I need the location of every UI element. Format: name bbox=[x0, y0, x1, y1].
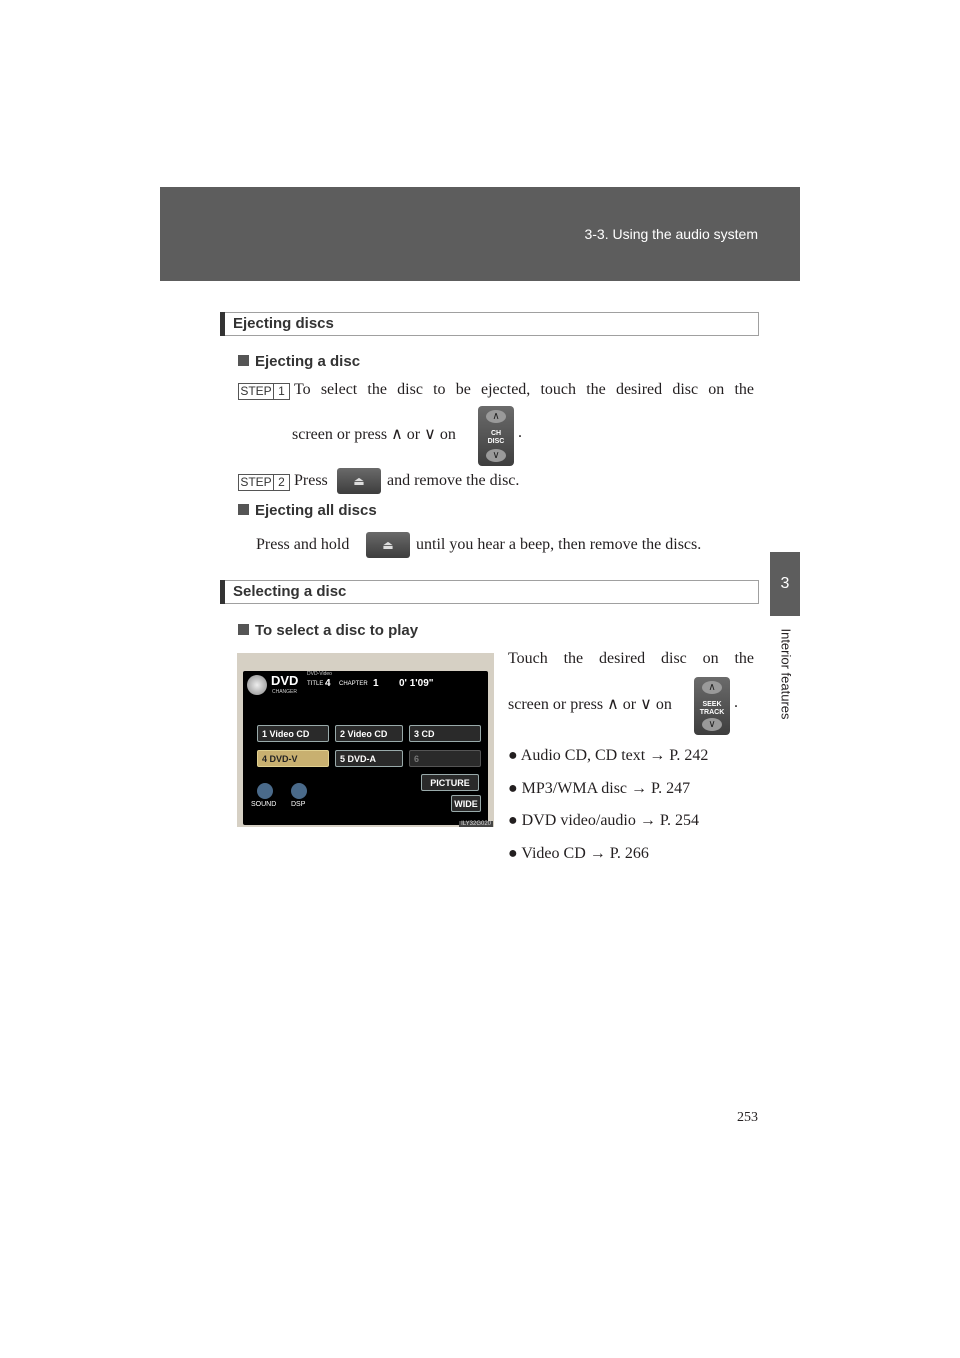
screen-display bbox=[243, 671, 488, 825]
list-item: ● Video CD → P. 266 bbox=[508, 845, 649, 862]
step-badge-2: STEP 2 bbox=[238, 474, 290, 491]
step2-press: Press bbox=[294, 472, 328, 489]
select-text: Touch the desired disc on the bbox=[508, 650, 754, 667]
sound-icon[interactable] bbox=[257, 783, 273, 799]
list-item: ● MP3/WMA disc → P. 247 bbox=[508, 780, 691, 797]
disc-button-6[interactable]: 6 bbox=[409, 750, 481, 767]
subheading-eject-one: Ejecting a disc bbox=[238, 353, 360, 370]
dvd-changer-screen bbox=[237, 653, 494, 827]
seek-track-label: SEEK TRACK bbox=[699, 701, 725, 716]
disc-button-5[interactable]: 5 DVD-A bbox=[335, 750, 403, 767]
chapter-value: 1 bbox=[373, 678, 379, 689]
section-heading-selecting bbox=[220, 580, 759, 604]
dsp-icon[interactable] bbox=[291, 783, 307, 799]
heading-text: Ejecting discs bbox=[233, 315, 334, 332]
list-item: ● Audio CD, CD text → P. 242 bbox=[508, 747, 709, 764]
subheading-select: To select a disc to play bbox=[238, 622, 418, 639]
ch-disc-button[interactable] bbox=[478, 406, 514, 466]
step2-text: and remove the disc. bbox=[387, 472, 520, 489]
arrow-down-icon: ∨ bbox=[486, 449, 506, 462]
disc-icon bbox=[247, 675, 267, 695]
square-bullet-icon bbox=[238, 624, 249, 635]
square-bullet-icon bbox=[238, 355, 249, 366]
dvd-logo: DVD bbox=[271, 673, 299, 688]
select-period: . bbox=[734, 694, 738, 711]
chapter-label: Interior features bbox=[778, 628, 794, 720]
step1-text-line2: screen or press ∧ or ∨ on bbox=[292, 426, 456, 443]
arrow-down-icon: ∨ bbox=[702, 718, 722, 731]
section-heading-ejecting bbox=[220, 312, 759, 336]
section-title: 3-3. Using the audio system bbox=[584, 226, 758, 242]
seek-track-button[interactable] bbox=[694, 677, 730, 735]
chapter-tab: 3 bbox=[770, 552, 800, 616]
heading-bar bbox=[220, 580, 225, 604]
disc-button-4[interactable]: 4 DVD-V bbox=[257, 750, 329, 767]
disc-button-1[interactable]: 1 Video CD bbox=[257, 725, 329, 742]
page-number: 253 bbox=[737, 1110, 758, 1125]
wide-button[interactable]: WIDE bbox=[451, 795, 481, 812]
heading-bar bbox=[220, 312, 225, 336]
title-label: TITLE bbox=[307, 681, 324, 687]
step1-text: To select the disc to be ejected, touch the desired disc on the bbox=[294, 381, 754, 398]
time-display: 0' 1'09" bbox=[399, 678, 434, 689]
sound-label: SOUND bbox=[251, 801, 277, 808]
picture-button[interactable]: PICTURE bbox=[421, 774, 479, 791]
eject-button[interactable]: ⏏ bbox=[337, 468, 381, 494]
eject-all-text: until you hear a beep, then remove the discs. bbox=[416, 536, 702, 553]
mode-label: DVD-Video bbox=[307, 671, 332, 677]
disc-button-3[interactable]: 3 CD bbox=[409, 725, 481, 742]
chapter-label: CHAPTER bbox=[339, 681, 368, 687]
list-item: ● DVD video/audio → P. 254 bbox=[508, 812, 699, 829]
heading-text: Selecting a disc bbox=[233, 583, 347, 600]
title-value: 4 bbox=[325, 678, 331, 689]
changer-label: CHANGER bbox=[272, 689, 298, 695]
eject-button-hold[interactable]: ⏏ bbox=[366, 532, 410, 558]
dsp-label: DSP bbox=[291, 801, 306, 808]
select-text-line2: screen or press ∧ or ∨ on bbox=[508, 696, 672, 713]
step1-period: . bbox=[518, 424, 522, 441]
ch-disc-label: CH DISC bbox=[487, 430, 505, 445]
arrow-up-icon: ∧ bbox=[486, 410, 506, 423]
eject-all-press: Press and hold bbox=[256, 536, 350, 553]
arrow-up-icon: ∧ bbox=[702, 681, 722, 694]
square-bullet-icon bbox=[238, 504, 249, 515]
disc-button-2[interactable]: 2 Video CD bbox=[335, 725, 403, 742]
subheading-eject-all: Ejecting all discs bbox=[238, 502, 377, 519]
figure-code: ILY32G020 bbox=[461, 821, 491, 827]
step-badge-1: STEP 1 bbox=[238, 383, 290, 400]
